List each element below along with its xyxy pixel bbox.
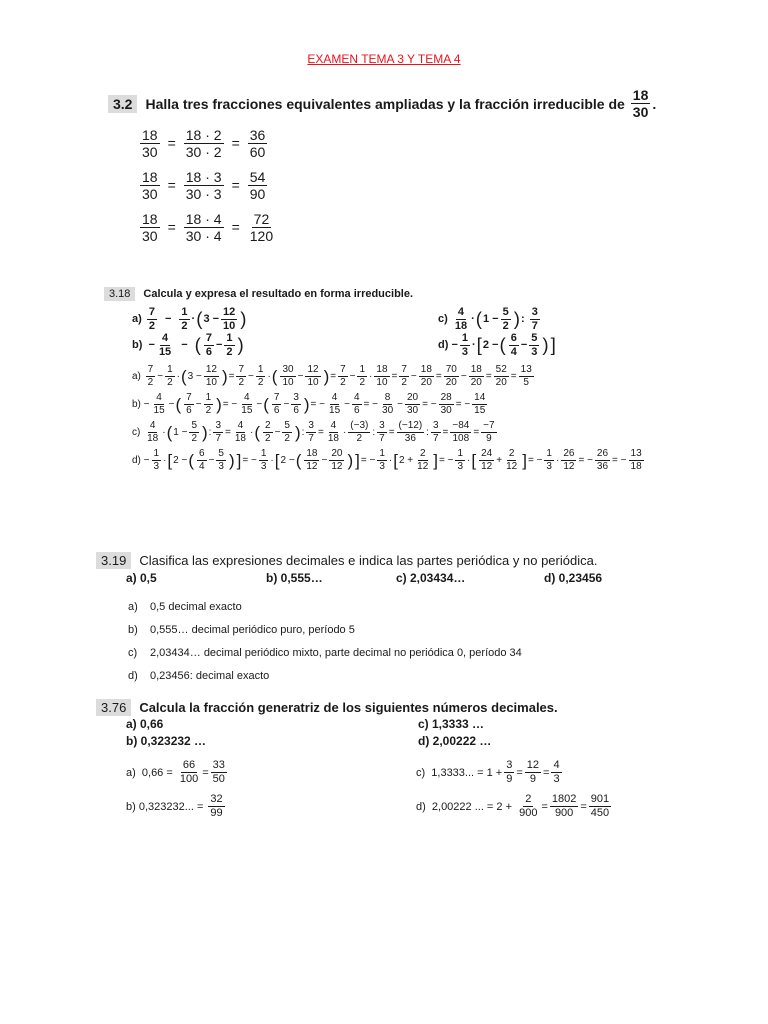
equivalence-row: $\frac{18}{30}$ = $\frac{18 \cdot 4}{30 \cdot 4}$ = $\frac{72}{120}$: [142, 210, 274, 244]
question-3-19-answers: [128, 595, 522, 687]
question-number: 3.19: [96, 552, 131, 569]
solution-row: c) 4 18 · ( 1 − 5 2 ) : 3 7 = 4 18 · ( 2 2 − 5 2 ) : 3 7 = 4 18 · (−3) 2 : 3 7 = (−12) 36 : 3 7 = −84 108 = −7 9: [132, 419, 495, 444]
equivalence-row: $\frac{18}{30}$ = $\frac{18 \cdot 3}{30 \cdot 3}$ = $\frac{54}{90}$: [142, 168, 266, 202]
question-3-2-heading: 3.2 Halla tres fracciones equivalentes ampliadas y la fracción irreducible de 18 30 .: [108, 88, 656, 119]
solution-c: c) 1,3333... = 1 + 3 9 = 12 9 = 4 3: [416, 759, 560, 785]
item: b) 0,555…: [266, 571, 323, 585]
question-number: 3.2: [108, 95, 137, 113]
solution-b: b) 0,323232... = 32 99: [126, 793, 223, 819]
question-3-2-answers: [138, 122, 277, 248]
solution-row: d) − 1 3 · [ 2 − ( 6 4 − 5 3 ) ] = − 1 3 · [ 2 − ( 18 12 − 20 12 ) ] = − 1 3 · [ 2 + 2 12 ] = − 1 3 · [ 24 12 + 2 12 ] = − 1 3 · 26 12 = − 26 36 = − 13 18: [132, 447, 642, 472]
answer-row: a) 0,5 decimal exacto: [128, 600, 242, 613]
question-3-19-heading: [96, 552, 597, 569]
solution-row: a) 7 2 − 1 2 · ( 3 − 12 10 ) = 7 2 − 1 2 · ( 30 10 − 12 10 ) = 7 2 − 1 2 · 18 10 = 7 2 − 18 20 = 70 20 − 18 20 = 52 20 = 13 5: [132, 363, 532, 388]
item: c) 1,3333 …: [418, 717, 485, 731]
statement-row: a) 7 2 − $\frac{1}{2}$ · ( 3 − 12 10 ) c) 4 18 · ( 1 − 5 2 ) : 3 7: [132, 305, 538, 332]
question-number: 3.18: [104, 287, 135, 301]
question-3-76-heading: [96, 699, 558, 716]
exam-title: EXAMEN TEMA 3 Y TEMA 4: [307, 52, 461, 66]
item: d) 2,00222 …: [418, 734, 492, 748]
statement-row: b) − 4 15 − ( 7 6 − 1 2 ) d) − 1 3 · [ 2 − ( 6 4 − 5 3 ) ]: [132, 331, 556, 358]
solution-d: d) 2,00222 ... = 2 + 2 900 = 1802 900 = 901 450: [416, 793, 610, 819]
question-text: Calcula la fracción generatriz de los siguientes números decimales.: [139, 700, 558, 715]
question-text: Clasifica las expresiones decimales e indica las partes periódica y no periódica.: [139, 553, 598, 568]
item: c) 2,03434…: [396, 571, 466, 585]
question-3-18-statements: [132, 306, 652, 358]
question-text: Calcula y expresa el resultado en forma irreducible.: [143, 288, 414, 300]
question-3-18-heading: [104, 287, 413, 301]
solution-row: b) − 4 15 − ( 7 6 − 1 2 ) = − 4 15 − ( 7 6 − 3 6 ) = − 4 15 − 4 6 = − 8 30 − 20 30 = − 28 30 = − 14 15: [132, 391, 486, 416]
fraction: 18 30: [632, 87, 649, 120]
item: d) 0,23456: [544, 571, 603, 585]
question-3-19-items: [126, 571, 626, 589]
answer-row: b) 0,555… decimal periódico puro, período 5: [128, 623, 355, 636]
solution-a: a) 0,66 = 66 100 = 33 50: [126, 759, 225, 785]
question-3-18-solutions: [132, 362, 652, 474]
item: b) 0,323232 …: [126, 734, 207, 748]
answer-row: d) 0,23456: decimal exacto: [128, 669, 270, 682]
item: a) 0,66: [126, 717, 164, 731]
question-text: Halla tres fracciones equivalentes ampliadas y la fracción irreducible de: [145, 95, 625, 112]
question-number: 3.76: [96, 699, 131, 716]
question-3-76-items: [126, 717, 626, 753]
answer-row: c) 2,03434… decimal periódico mixto, parte decimal no periódica 0, período 34: [128, 646, 522, 659]
item: a) 0,5: [126, 571, 157, 585]
equivalence-row: $\frac{18}{30}$ = $\frac{18 \cdot 2}{30 \cdot 2}$ = $\frac{36}{60}$: [142, 126, 266, 160]
